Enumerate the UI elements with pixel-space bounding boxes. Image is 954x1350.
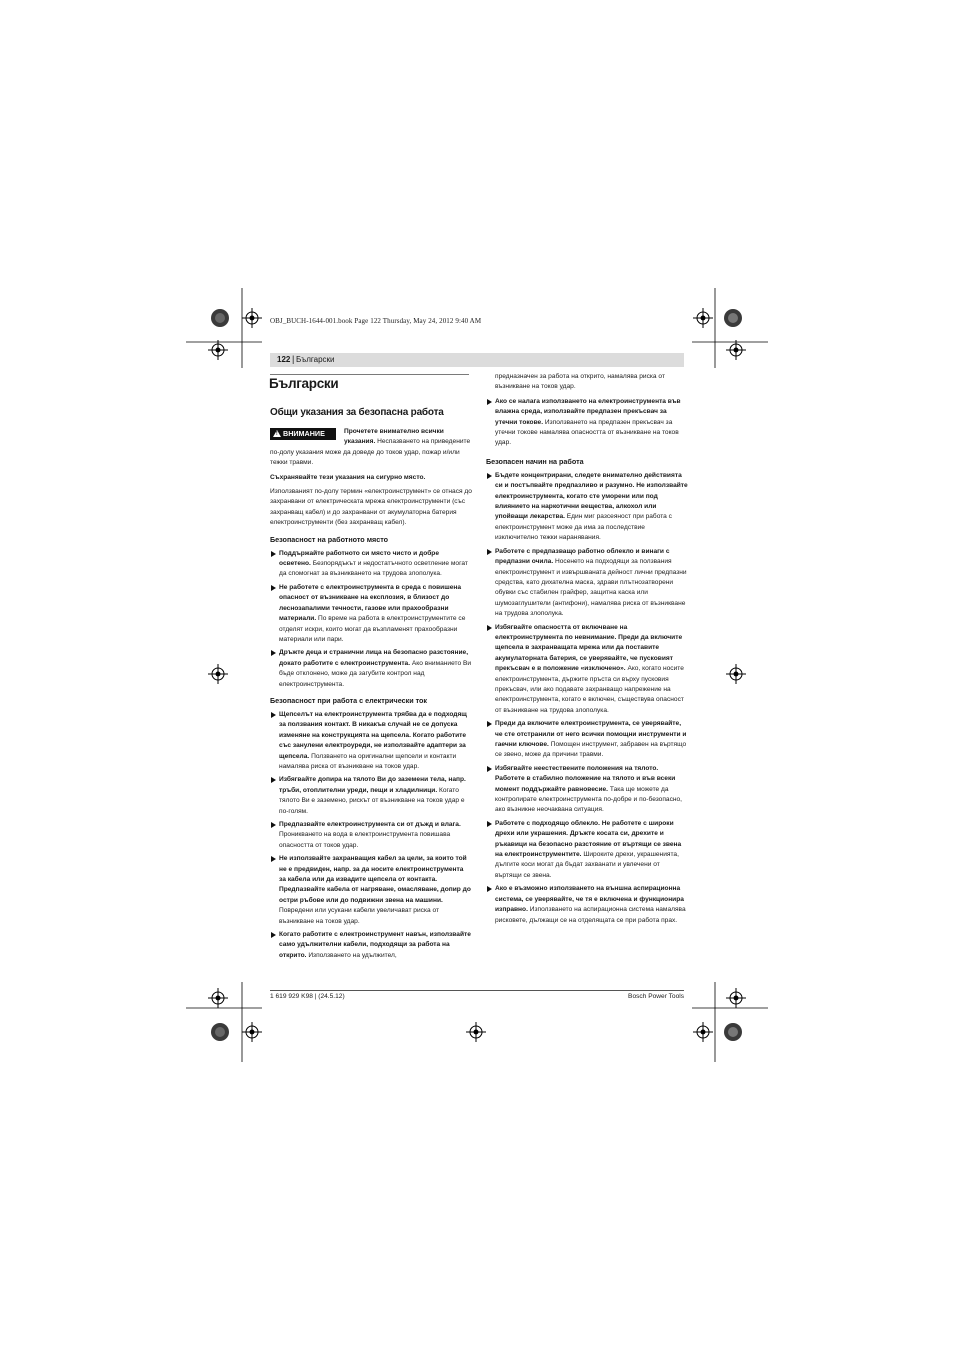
section-heading: Безопасен начин на работа (486, 456, 584, 466)
item-text: По време на работа в електроинструментите се отделят искри, които могат да възпламенят прахообразни материали или пари. (279, 615, 466, 643)
continuation-text: предназначен за работа на открито, намалява риска от възникване на токов удар. (495, 373, 665, 391)
bullet-icon (271, 650, 276, 656)
left-column (270, 376, 472, 964)
term-definition: Използваният по-долу термин «електроинструмент» се отнася до захранвани от електрическата мрежа електроинструменти (със захранващ кабел) и до захранвани от акумулаторна батерия електроинструменти (без захранващ кабел). (270, 488, 472, 527)
item-bold: Щепселът на електроинструмента трябва да е подходящ за ползвания контакт. В никакъв случай не се допуска изменяне на конструкцията на щепсела. Когато работите със занулени електроуреди, не използвайте адаптери за щепсела. (279, 710, 467, 760)
bullet-icon (271, 585, 276, 591)
list-item (270, 710, 472, 772)
footer-doc-number: 1 619 929 K98 | (24.5.12) (270, 993, 345, 1000)
section-heading: Безопасност при работа с електрически ток (270, 695, 428, 705)
bullet-icon (271, 822, 276, 828)
warning-text: Неспазването на приведените по-долу указания може да доведе до токов удар, пожар и/или тежки травми. (270, 438, 471, 467)
bullet-icon (271, 712, 276, 718)
item-bold: Когато работите с електроинструмент навън, използвайте само удължителни кабели, подходящи за работа на открито. (279, 931, 471, 959)
item-bold: Поддържайте работното си място чисто и добре осветено. (279, 549, 439, 568)
bullet-icon (271, 932, 276, 938)
bullet-icon (487, 721, 492, 727)
item-bold: Предпазвайте електроинструмента си от дъжд и влага. (279, 821, 461, 828)
item-bold: Работете с подходящо облекло. Не работете с широки дрехи или украшения. Дръжте косата си, дрехите и ръкавици на безопасно разстояние от въртящи се звена на електроинструментите. (495, 819, 682, 859)
title-rule (270, 374, 469, 375)
bullet-icon (487, 886, 492, 892)
item-text: Използването на аспирационна система намалява рисковете, дължащи се на отделящата се при работа прах. (495, 906, 686, 924)
item-bold: Не работете с електроинструмента в среда с повишена опасност от възникване на експлозия, в близост до леснозапалими течности, газове или прахообразни материали. (279, 583, 462, 623)
footer-rule (270, 990, 684, 991)
list-item (486, 884, 688, 926)
item-text: Ако, когато носите електроинструмента, държите пръста си върху пусковия прекъсвач, или ако подавате захранващо напрежение на електроинструмента, когато е включен, съществува опасност от възникване на трудова злополука. (495, 665, 684, 714)
item-text: Ако вниманието Ви бъде отклонено, може да загубите контрол над електроинструмента. (279, 659, 472, 688)
bullet-icon (271, 856, 276, 862)
item-text: Безпорядъкът и недостатъчното осветление могат да спомогнат за възникването на трудова злополука. (279, 560, 468, 578)
item-text: Проникването на вода в електроинструмента повишава опасността от токов удар. (279, 831, 451, 849)
page-header-bar (270, 353, 684, 367)
list-item (270, 648, 472, 690)
list-item (486, 471, 688, 544)
list-item (270, 854, 472, 927)
header-separator: | (292, 354, 295, 364)
item-bold: Ако се налага използването на електроинструмента във влажна среда, използвайте предпазен прекъсвач за утечни токове. (495, 397, 681, 426)
bullet-icon (487, 766, 492, 772)
header-language: Български (296, 355, 335, 364)
section-title: Общи указания за безопасна работа (270, 407, 444, 418)
list-item (270, 820, 472, 851)
item-bold: Избягвайте допира на тялото Ви до заземени тела, напр. тръби, отоплителни уреди, пещи и хладилници. (279, 776, 466, 794)
item-bold: Избягвайте неестествените положения на тялото. Работете в стабилно положение на тялото и във всеки момент поддържайте равновесие. (495, 764, 676, 793)
warning-triangle-icon (273, 430, 281, 437)
list-item (486, 397, 688, 449)
list-item (486, 764, 688, 816)
right-column (486, 372, 688, 929)
item-text: Ползването на оригинални щепсели и контакти намалява риска от възникване на токов удар. (279, 752, 457, 770)
item-text: Използването на удължител, (306, 951, 397, 959)
item-text: Помощен инструмент, забравен на въртящо се звено, може да причини травми. (495, 741, 687, 759)
item-bold: Бъдете концентрирани, следете внимателно действията си и постъпвайте предпазливо и разумно. Не използвайте електроинструмента, когато сте уморени или под влиянието на наркотични вещества, алкохол или упойващи лекарства. (495, 471, 688, 521)
list-item (486, 623, 688, 717)
bullet-icon (487, 625, 492, 631)
item-bold: Не използвайте захранващия кабел за цели, за които той не е предвиден, напр. за да носите електроинструмента за кабела или да извадите щепсела от контакта. Предпазвайте кабела от нагряване, омасляване, допир до остри ръбове или до подвижни звена на машини. (279, 855, 471, 904)
list-item (486, 819, 688, 881)
item-bold: Ако е възможно използването на външна аспирационна система, се уверявайте, че тя е включена и функционира изправно. (495, 885, 684, 914)
bullet-icon (271, 551, 276, 557)
item-bold: Дръжте деца и странични лица на безопасно разстояние, докато работите с електроинструмента. (279, 649, 469, 667)
item-bold: Преди да включите електроинструмента, се уверявайте, че сте отстранили от него всички помощни инструменти и гаечни ключове. (495, 720, 687, 748)
page-number: 122 (277, 355, 291, 364)
list-item (270, 583, 472, 645)
print-slug: OBJ_BUCH-1644-001.book Page 122 Thursday, May 24, 2012 9:40 AM (270, 317, 482, 325)
warning-badge (270, 428, 336, 440)
item-text: Използването на предпазен прекъсвач за утечни токове намалява опасността от възникване на токов удар. (495, 418, 679, 447)
warning-block (270, 427, 472, 469)
list-item (270, 930, 472, 961)
bullet-icon (487, 821, 492, 827)
keep-instructions: Съхранявайте тези указания на сигурно място. (270, 473, 426, 481)
item-text: Така ще можете да контролирате електроинструмента по-добре и по-безопасно, ако възникне неочаквана ситуация. (495, 785, 683, 814)
bullet-icon (487, 549, 492, 555)
list-item (270, 549, 472, 580)
warning-badge-label: ВНИМАНИЕ (283, 429, 325, 438)
item-text: Широките дрехи, украшенията, дългите коси могат да бъдат захванати и увлечени от въртящи се звена. (495, 851, 679, 879)
list-item (486, 719, 688, 761)
item-text: Когато тялото Ви е заземено, рискът от възникване на токов удар е по-голям. (279, 786, 465, 815)
item-bold: Избягвайте опасността от включване на електроинструмента по невнимание. Преди да включите щепсела в захранващата мрежа или да поставите акумулаторната батерия, се уверявайте, че пусковият прекъсвач е в положение «изключено». (495, 623, 683, 673)
section-heading: Безопасност на работното място (270, 534, 389, 544)
bullet-icon (487, 473, 492, 479)
warning-bold: Прочетете внимателно всички указания. (344, 428, 444, 446)
bullet-icon (271, 777, 276, 783)
footer-brand: Bosch Power Tools (628, 993, 684, 1000)
bullet-icon (487, 399, 492, 405)
page-title: Български (269, 376, 339, 391)
list-item (270, 775, 472, 817)
item-text: Един миг разсеяност при работа с електроинструмент може да има за последствие изключително тежки наранявания. (495, 513, 672, 542)
item-text: Повредени или усукани кабели увеличават риска от възникване на токов удар. (279, 907, 440, 925)
item-text: Носенето на подходящи за ползвания електроинструмент и извършваната дейност лични предпазни средства, като дихателна маска, здрави плътнозатворени обувки със стабилен грайфер, защитна каска или шумозаглушители (антифони), намалява риска от възникване на трудова злополука. (495, 558, 687, 618)
list-item (486, 547, 688, 620)
item-bold: Работете с предпазващо работно облекло и винаги с предпазни очила. (495, 547, 670, 566)
